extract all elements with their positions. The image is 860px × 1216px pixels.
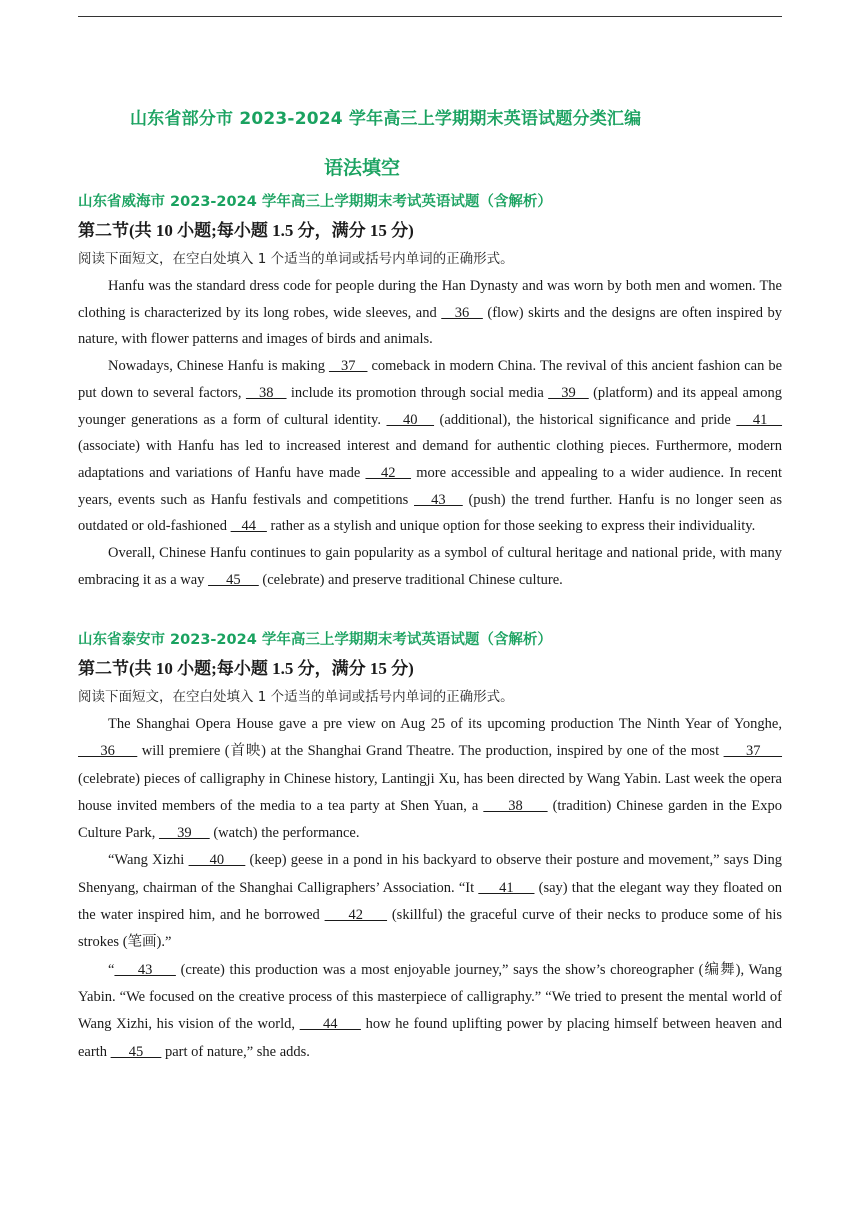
passage-text: “ — [108, 961, 115, 978]
passage — [78, 711, 782, 1066]
answer-blank[interactable]: 40 — [188, 852, 246, 869]
answer-blank[interactable]: 45 — [110, 1043, 162, 1060]
passage-text: (skillful) the graceful curve of their necks to produce some of his strokes (笔画).” — [78, 907, 783, 951]
passage-text: (associate) with Hanfu has led to increased interest and demand for authentic clothing pieces. Furthermore, modern adaptations and variations of Hanfu have made — [78, 438, 782, 481]
passage-text: will premiere (首映) at the Shanghai Grand Theatre. The production, inspired by one of the most — [137, 743, 724, 760]
passage-text: Hanfu was the standard dress code for people during the Han Dynasty and was worn by both men and women. The clothing is characterized by its long robes, wide sleeves, and — [78, 278, 782, 321]
passage-text: (watch) the performance. — [209, 825, 360, 842]
source-title: 山东省泰安市 2023-2024 学年高三上学期期末考试英语试题（含解析） — [78, 632, 552, 648]
instructions: 阅读下面短文，在空白处填入 1 个适当的单词或括号内单词的正确形式。 — [78, 689, 514, 705]
answer-blank[interactable]: 39 — [158, 825, 210, 842]
document-title: 山东省部分市 2023-2024 学年高三上学期期末英语试题分类汇编 — [130, 109, 642, 129]
answer-blank[interactable]: 38 — [245, 384, 287, 401]
answer-blank[interactable]: 41 — [736, 411, 783, 428]
passage-paragraph — [78, 847, 782, 956]
passage-text: Overall, Chinese Hanfu continues to gain popularity as a symbol of cultural heritage and national pride, with many embracing it as a way — [78, 545, 782, 588]
answer-blank[interactable]: 37 — [723, 743, 783, 760]
document-subtitle: 语法填空 — [323, 157, 400, 179]
exam-section — [78, 628, 782, 1066]
answer-blank[interactable]: 43 — [114, 961, 176, 978]
passage-text: (platform) and its appeal among younger generations as a form of cultural identity. — [78, 384, 783, 428]
answer-blank[interactable]: 37 — [328, 358, 368, 375]
part-heading: 第二节(共 10 小题;每小题 1.5 分，满分 15 分) — [78, 221, 414, 240]
passage-paragraph — [78, 353, 782, 540]
passage-text: (say) that the elegant way they floated on the water inspired him, and he borrowed — [78, 879, 782, 924]
passage-text: (keep) geese in a pond in his backyard to observe their posture and movement,” says Ding Shenyang, chairman of the Shanghai Calligraphers’ Association. “It — [78, 852, 782, 896]
answer-blank[interactable]: 42 — [324, 907, 388, 924]
passage-text: part of nature,” she adds. — [161, 1043, 310, 1060]
passage-text: rather as a stylish and unique option for those seeking to express their individuality. — [266, 518, 756, 535]
passage-text: include its promotion through social media — [286, 384, 549, 401]
answer-blank[interactable]: 38 — [483, 797, 548, 814]
answer-blank[interactable]: 41 — [478, 879, 535, 896]
answer-blank[interactable]: 44 — [299, 1016, 361, 1033]
passage-text: (tradition) Chinese garden in the Expo Culture Park, — [78, 797, 782, 842]
passage — [78, 273, 782, 593]
source-title: 山东省威海市 2023-2024 学年高三上学期期末考试英语试题（含解析） — [78, 194, 552, 210]
passage-text: (additional), the historical significance and pride — [434, 411, 737, 428]
passage-paragraph — [78, 957, 782, 1066]
passage-text: Nowadays, Chinese Hanfu is making — [108, 358, 329, 375]
passage-paragraph — [78, 711, 782, 847]
passage-text: more accessible and appealing to a wider audience. In recent years, events such as Hanfu festivals and competitions — [78, 464, 783, 508]
answer-blank[interactable]: 36 — [78, 743, 138, 760]
header-rule — [78, 16, 782, 17]
answer-blank[interactable]: 45 — [208, 571, 259, 588]
answer-blank[interactable]: 39 — [548, 384, 589, 401]
passage-text: comeback in modern China. The revival of this ancient fashion can be put down to several factors, — [78, 358, 783, 401]
passage-text: (flow) skirts and the designs are often inspired by nature, with flower patterns and images of birds and animals. — [78, 304, 782, 348]
answer-blank[interactable]: 40 — [386, 411, 435, 428]
part-heading: 第二节(共 10 小题;每小题 1.5 分，满分 15 分) — [78, 659, 414, 678]
answer-blank[interactable]: 44 — [230, 518, 267, 535]
passage-text: “Wang Xizhi — [108, 852, 189, 869]
exam-section — [78, 190, 782, 593]
passage-text: The Shanghai Opera House gave a pre view on Aug 25 of its upcoming production The Ninth Year of Yonghe, — [108, 716, 782, 732]
answer-blank[interactable]: 42 — [365, 464, 412, 481]
passage-text: (celebrate) pieces of calligraphy in Chinese history, Lantingji Xu, has been directed by Wang Yabin. Last week the opera house invited members of the media to a tea party at Shen Yuan, a — [78, 770, 782, 814]
answer-blank[interactable]: 43 — [414, 491, 463, 508]
passage-text: how he found uplifting power by placing himself between heaven and earth — [78, 1016, 782, 1060]
answer-blank[interactable]: 36 — [441, 304, 483, 321]
passage-paragraph — [78, 273, 782, 353]
instructions: 阅读下面短文，在空白处填入 1 个适当的单词或括号内单词的正确形式。 — [78, 251, 514, 267]
passage-text: (celebrate) and preserve traditional Chinese culture. — [258, 571, 563, 588]
passage-paragraph — [78, 540, 782, 593]
passage-text: (push) the trend further. Hanfu is no longer seen as outdated or old-fashioned — [78, 491, 782, 535]
passage-text: (create) this production was a most enjoyable journey,” says the show’s choreographer (编舞), Wang Yabin. “We focused on the creative process of this masterpiece of calligraphy.” “We tried to present the mental world of Wang Xizhi, his vision of the world, — [78, 961, 782, 1033]
